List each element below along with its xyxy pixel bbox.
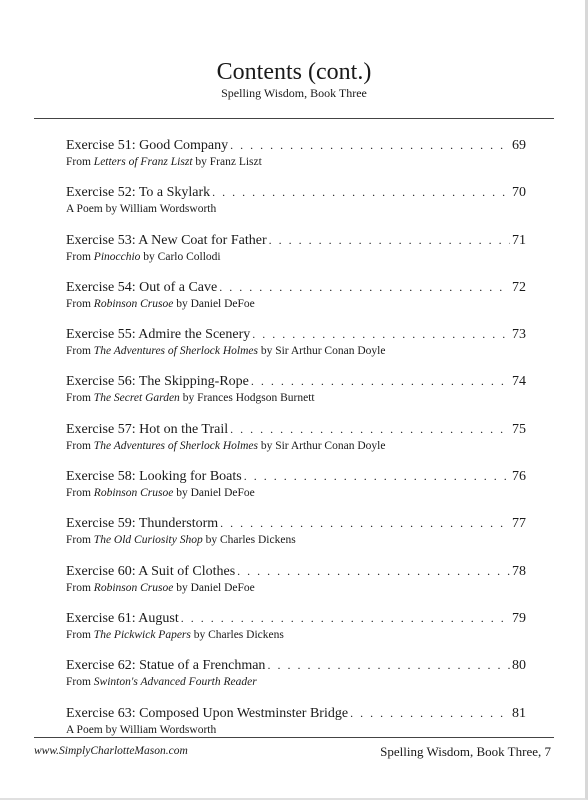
entry-source: From Robinson Crusoe by Daniel DeFoe: [66, 581, 255, 594]
entry-page-number: 72: [512, 279, 526, 295]
dot-leader: [219, 278, 510, 296]
entry-page-number: 78: [512, 563, 526, 579]
entry-source: From The Secret Garden by Frances Hodgson Burnett: [66, 392, 315, 405]
entry-title: Exercise 61: August: [66, 610, 179, 626]
dot-leader: [350, 704, 510, 722]
entry-page-number: 77: [512, 516, 526, 532]
dot-leader: [181, 609, 510, 627]
work-title: The Adventures of Sherlock Holmes: [93, 439, 258, 452]
dot-leader: [244, 467, 510, 485]
contents-entry: [66, 467, 526, 514]
contents-entry: [66, 231, 526, 278]
dot-leader: [269, 231, 510, 249]
entry-title: Exercise 55: Admire the Scenery: [66, 327, 251, 343]
entry-page-number: 79: [512, 610, 526, 626]
contents-entry: [66, 656, 526, 703]
contents-entry: [66, 562, 526, 609]
dot-leader: [252, 325, 510, 343]
entry-title: Exercise 63: Composed Upon Westminster Bridge: [66, 705, 349, 721]
contents-entry: [66, 609, 526, 656]
work-title: Robinson Crusoe: [93, 581, 174, 594]
entry-source: A Poem by William Wordsworth: [66, 203, 217, 216]
footer-page-label: Spelling Wisdom, Book Three, 7: [380, 744, 551, 759]
entry-page-number: 80: [512, 658, 526, 674]
page-title: Contents (cont.): [216, 59, 372, 85]
contents-entry: [66, 420, 526, 467]
entry-source: From Pinocchio by Carlo Collodi: [66, 250, 221, 263]
entry-title: Exercise 59: Thunderstorm: [66, 516, 219, 532]
contents-entry: [66, 372, 526, 419]
top-divider: [34, 118, 554, 119]
page-subtitle: Spelling Wisdom, Book Three: [221, 86, 367, 100]
bottom-divider: [34, 737, 554, 738]
entry-page-number: 76: [512, 469, 526, 485]
entry-page-number: 71: [512, 232, 526, 248]
contents-entry: [66, 183, 526, 230]
dot-leader: [212, 183, 510, 201]
entry-source: From Robinson Crusoe by Daniel DeFoe: [66, 487, 255, 500]
work-title: Robinson Crusoe: [93, 297, 174, 310]
contents-entry: [66, 136, 526, 183]
work-title: The Adventures of Sherlock Holmes: [93, 345, 258, 358]
entry-page-number: 75: [512, 421, 526, 437]
dot-leader: [251, 372, 510, 390]
entry-title: Exercise 52: To a Skylark: [66, 185, 211, 201]
entry-title: Exercise 57: Hot on the Trail: [66, 421, 229, 437]
entry-source: From The Pickwick Papers by Charles Dickens: [66, 628, 284, 641]
entry-source: From Swinton's Advanced Fourth Reader: [66, 676, 257, 689]
work-title: Letters of Franz Liszt: [93, 156, 193, 168]
entry-title: Exercise 60: A Suit of Clothes: [66, 563, 236, 579]
dot-leader: [230, 136, 510, 154]
entry-title: Exercise 62: Statue of a Frenchman: [66, 658, 266, 674]
entry-title: Exercise 58: Looking for Boats: [66, 469, 242, 485]
dot-leader: [220, 514, 510, 532]
work-title: Swinton's Advanced Fourth Reader: [93, 676, 257, 689]
entry-page-number: 73: [512, 327, 526, 343]
entry-title: Exercise 51: Good Company: [66, 138, 229, 153]
dot-leader: [230, 420, 510, 438]
entry-title: Exercise 54: Out of a Cave: [66, 279, 218, 295]
work-title: The Secret Garden: [93, 392, 180, 405]
entry-page-number: 69: [512, 138, 526, 153]
entry-source: From The Adventures of Sherlock Holmes by Sir Arthur Conan Doyle: [66, 439, 386, 452]
work-title: Pinocchio: [93, 250, 141, 263]
entry-title: Exercise 53: A New Coat for Father: [66, 232, 267, 248]
entry-source: From Letters of Franz Liszt by Franz Liszt: [66, 156, 262, 168]
entry-source: From The Adventures of Sherlock Holmes by Sir Arthur Conan Doyle: [66, 345, 386, 358]
entry-source: From The Old Curiosity Shop by Charles Dickens: [66, 534, 296, 547]
entry-title: Exercise 56: The Skipping-Rope: [66, 374, 249, 390]
work-title: The Old Curiosity Shop: [93, 534, 203, 547]
footer-website: www.SimplyCharlotteMason.com: [34, 745, 188, 757]
contents-list: [66, 136, 526, 751]
work-title: The Pickwick Papers: [93, 628, 191, 641]
work-title: Robinson Crusoe: [93, 487, 174, 500]
entry-page-number: 70: [512, 185, 526, 201]
entry-source: A Poem by William Wordsworth: [66, 723, 217, 736]
dot-leader: [237, 562, 510, 580]
contents-entry: [66, 514, 526, 561]
dot-leader: [267, 656, 510, 674]
entry-source: From Robinson Crusoe by Daniel DeFoe: [66, 297, 255, 310]
entry-page-number: 81: [512, 705, 526, 721]
contents-entry: [66, 325, 526, 372]
entry-page-number: 74: [512, 374, 526, 390]
contents-entry: [66, 278, 526, 325]
